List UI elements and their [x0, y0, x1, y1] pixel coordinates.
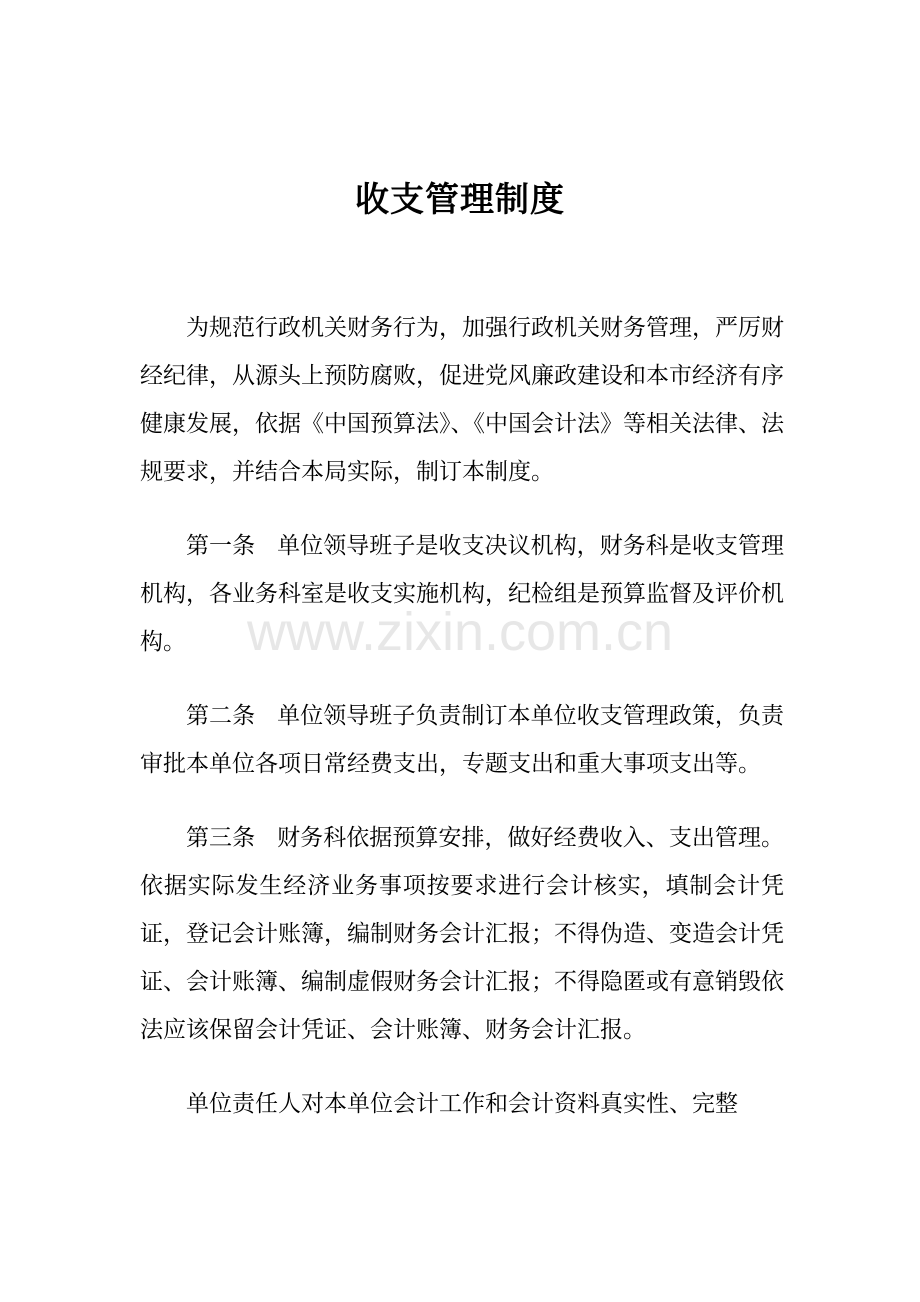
paragraph-article-2: [140, 692, 784, 788]
paragraph-text: 财务科依据预算安排，做好经费收入、支出管理。依据实际发生经济业务事项按要求进行会计核实，填制会计凭证，登记会计账簿，编制财务会计汇报；不得伪造、变造会计凭证、会计账簿、编制虚假财务会计汇报；不得隐匿或有意销毁依法应该保留会计凭证、会计账簿、财务会计汇报。: [140, 825, 785, 1043]
paragraph-text: 单位领导班子负责制订本单位收支管理政策，负责审批本单位各项日常经费支出，专题支出和重大事项支出等。: [140, 703, 785, 777]
paragraph-article-1: [140, 522, 784, 666]
paragraph-text: 为规范行政机关财务行为，加强行政机关财务管理，严厉财经纪律，从源头上预防腐败，促进党风廉政建设和本市经济有序健康发展，依据《中国预算法》、《中国会计法》等相关法律、法规要求，并结合本局实际，制订本制度。: [140, 315, 784, 485]
paragraph-text: 单位领导班子是收支决议机构，财务科是收支管理机构，各业务科室是收支实施机构，纪检组是预算监督及评价机构。: [140, 533, 785, 655]
paragraph-text: 单位责任人对本单位会计工作和会计资料真实性、完整: [186, 1091, 738, 1117]
paragraph-continuation: [140, 1080, 784, 1128]
article-number: 第二条: [186, 703, 256, 729]
document-body: [140, 304, 784, 1154]
watermark: www.zixin.com.cn: [246, 602, 674, 662]
article-number: 第三条: [186, 825, 256, 851]
paragraph-preamble: [140, 304, 784, 496]
document-title: 收支管理制度: [355, 180, 565, 220]
paragraph-article-3: [140, 814, 784, 1054]
article-number: 第一条: [186, 533, 256, 559]
